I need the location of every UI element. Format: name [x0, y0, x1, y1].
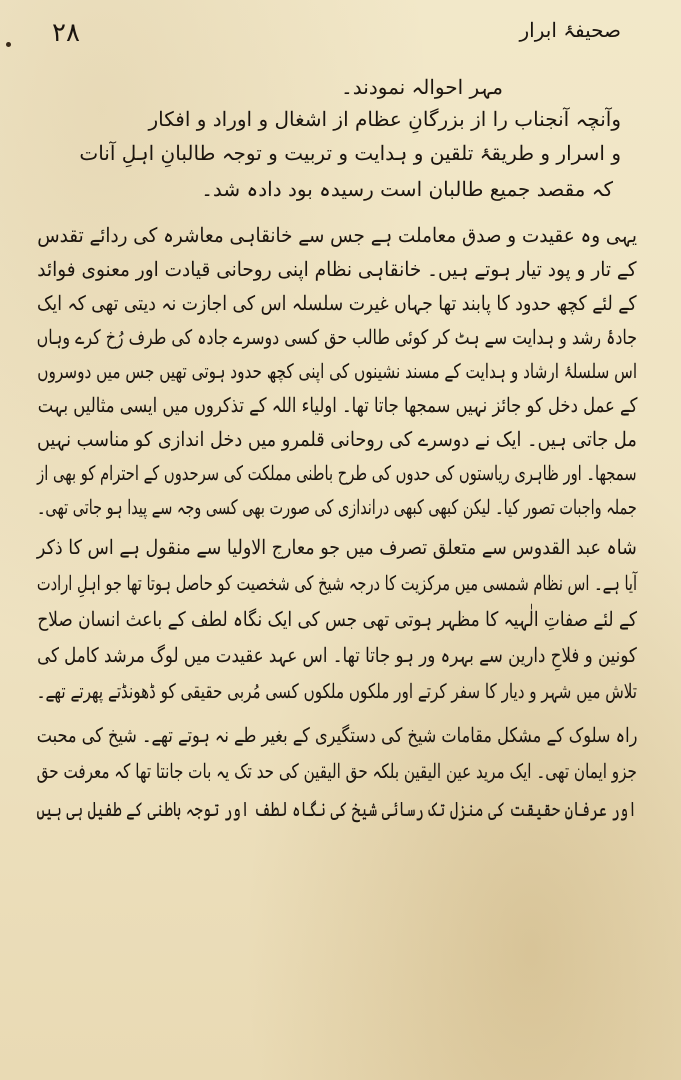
text-line: کے عمل دخل کو جائز نہیں سمجھا جاتا تھا۔ اولیاء اللہ کے تذکروں میں ایسی مثالیں بہت	[37, 393, 637, 417]
text-line: کے لئے صفاتِ الٰہیہ کا مظہر ہوتی تھی جس کی ایک نگاہ لطف کے باعث انسان صلاح	[37, 607, 637, 631]
text-line: کہ مقصد جمیع طالبان است رسیدہ بود دادہ شد۔	[201, 177, 613, 201]
text-line: کے لئے کچھ حدود کا پابند تھا جہاں غیرت سلسلہ اس کی اجازت نہ دیتی تھی کہ ایک	[37, 291, 637, 315]
text-line: جملہ واجبات تصور کیا۔ لیکن کبھی کبھی دراندازی کی صورت بھی کسی وجہ سے پیدا ہو جاتی تھی۔	[37, 495, 637, 519]
text-line: مل جاتی ہیں۔ ایک نے دوسرے کی روحانی قلمرو میں دخل اندازی کو مناسب نہیں	[37, 427, 637, 451]
text-line: وآنچہ آنجناب را از بزرگانِ عظام از اشغال و اوراد و افکار	[148, 107, 621, 131]
text-line: شاہ عبد القدوس سے متعلق تصرف میں جو معارج الاولیا سے منقول ہے اس کا ذکر	[37, 535, 637, 559]
text-line: سمجھا۔ اور ظاہری ریاستوں کی حدوں کی طرح باطنی مملکت کی سرحدوں کے احترام کو بھی از	[37, 461, 637, 485]
text-line: راہ سلوک کے مشکل مقامات شیخ کی دستگیری کے بغیر طے نہ ہوتے تھے۔ شیخ کی محبت	[36, 723, 637, 747]
text-line: کے تار و پود تیار ہوتے ہیں۔ خانقاہی نظام اپنی روحانی قیادت اور معنوی فوائد	[37, 257, 637, 281]
page-header	[0, 8, 681, 48]
text-line: و اسرار و طریقۂ تلقین و ہدایت و تربیت و توجہ طالبانِ اہلِ آنات	[79, 141, 621, 165]
text-line: اس سلسلۂ ارشاد و ہدایت کے مسند نشینوں کی اپنی کچھ حدود ہوتی تھیں جس میں دوسروں	[37, 359, 637, 383]
text-line: اور عرفانِ حقیقت کی منزل تک رسائی شیخ کی نگاہ لطف اور توجہ باطنی کے طفیل ہی ہیں	[36, 797, 637, 821]
text-line: آیا ہے۔ اس نظام شمسی میں مرکزیت کا درجہ شیخ کی شخصیت کو حاصل ہوتا تھا جو اہلِ ارادت	[36, 571, 637, 595]
text-line: جزو ایمان تھی۔ ایک مرید عین الیقین بلکہ حق الیقین کی حد تک یہ بات جانتا تھا کہ معرفت حق	[36, 759, 637, 783]
text-line: کونین و فلاحِ دارین سے بہرہ ور ہو جاتا تھا۔ اس عہد عقیدت میں لوگ مرشد کامل کی	[37, 643, 637, 667]
text-line: تلاش میں شہر و دیار کا سفر کرتے اور ملکوں ملکوں کسی مُربی حقیقی کو ڈھونڈتے پھرتے تھے۔	[36, 679, 637, 703]
running-title: صحیفۂ ابرار	[519, 18, 621, 42]
page-number: ۲۸	[52, 18, 80, 48]
text-line: یہی وہ عقیدت و صدق معاملت ہے جس سے خانقاہی معاشرہ کی ردائے تقدس	[37, 223, 637, 247]
text-line: جادۂ رشد و ہدایت سے ہٹ کر کوئی طالب حق کسی دوسرے جادہ کی طرف رُخ کرے وہاں	[36, 325, 637, 349]
text-line: مہر احوالہ نمودند۔	[341, 75, 503, 99]
